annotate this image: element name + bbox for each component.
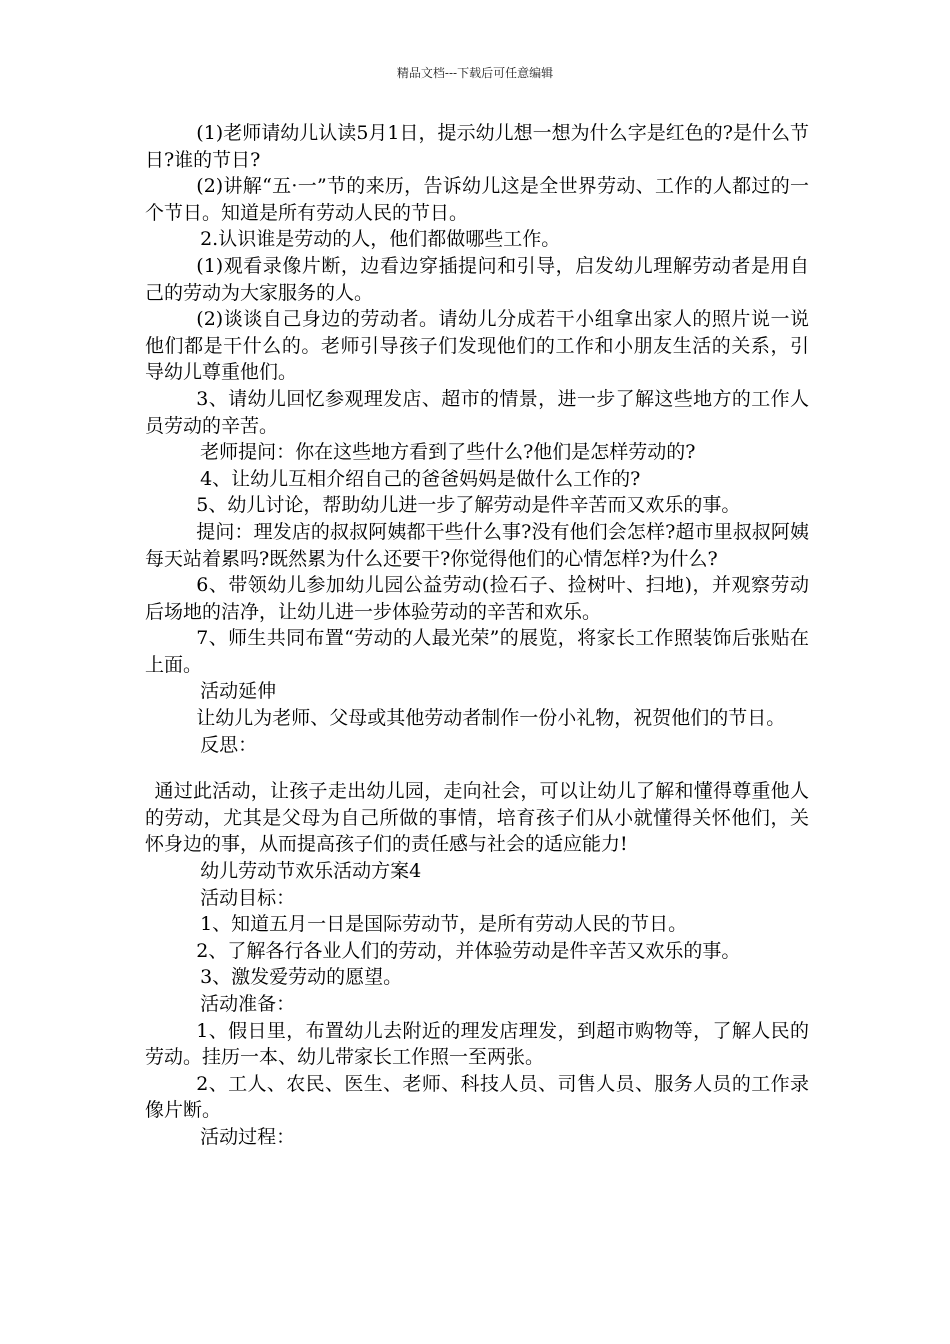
document-body	[145, 120, 809, 1151]
paragraph: 6、带领幼儿参加幼儿园公益劳动(捡石子、捡树叶、扫地)，并观察劳动后场地的洁净，让幼儿进一步体验劳动的辛苦和欢乐。	[145, 574, 809, 623]
section-heading: 活动目标：	[200, 886, 296, 909]
paragraph: 5、幼儿讨论，帮助幼儿进一步了解劳动是件辛苦而又欢乐的事。	[196, 494, 741, 517]
paragraph: 4、让幼儿互相介绍自己的爸爸妈妈是做什么工作的?	[200, 467, 641, 490]
paragraph: (2)讲解“五·一”节的来历，告诉幼儿这是全世界劳动、工作的人都过的一个节日。知道是所有劳动人民的节日。	[145, 175, 809, 224]
paragraph: 7、师生共同布置“劳动的人最光荣”的展览，将家长工作照装饰后张贴在上面。	[145, 627, 809, 676]
paragraph: 2、工人、农民、医生、老师、科技人员、司售人员、服务人员的工作录像片断。	[145, 1072, 809, 1122]
paragraph: 3、请幼儿回忆参观理发店、超市的情景，进一步了解这些地方的工作人员劳动的辛苦。	[145, 387, 809, 437]
blank-line	[145, 758, 809, 778]
page-header: 精品文档---下载后可任意编辑	[396, 66, 554, 80]
paragraph: 2、了解各行各业人们的劳动，并体验劳动是件辛苦又欢乐的事。	[196, 939, 741, 962]
paragraph: (1)观看录像片断，边看边穿插提问和引导，启发幼儿理解劳动者是用自己的劳动为大家服务的人。	[145, 254, 809, 304]
paragraph: 通过此活动，让孩子走出幼儿园，走向社会，可以让幼儿了解和懂得尊重他人的劳动，尤其是父母为自己所做的事情，培育孩子们从小就懂得关怀他们，关怀身边的事，从而提高孩子们的责任感与社会的适应能力!	[145, 780, 809, 856]
section-heading: 活动延伸	[200, 680, 277, 703]
paragraph: (2)谈谈自己身边的劳动者。请幼儿分成若干小组拿出家人的照片说一说他们都是干什么的。老师引导孩子们发现他们的工作和小朋友生活的关系，引导幼儿尊重他们。	[145, 308, 809, 384]
paragraph: 提问：理发店的叔叔阿姨都干些什么事?没有他们会怎样?超市里叔叔阿姨每天站着累吗?既然累为什么还要干?你觉得他们的心情怎样?为什么?	[145, 520, 809, 570]
paragraph: 3、激发爱劳动的愿望。	[200, 966, 403, 989]
paragraph: 1、假日里，布置幼儿去附近的理发店理发，到超市购物等，了解人民的劳动。挂历一本、幼儿带家长工作照一至两张。	[145, 1019, 809, 1069]
section-heading: 活动准备：	[200, 993, 296, 1015]
section-title: 幼儿劳动节欢乐活动方案4	[200, 860, 422, 883]
paragraph: 老师提问：你在这些地方看到了些什么?他们是怎样劳动的?	[200, 441, 696, 464]
section-heading: 活动过程：	[200, 1125, 296, 1148]
paragraph: 1、知道五月一日是国际劳动节，是所有劳动人民的节日。	[200, 913, 688, 936]
paragraph: 让幼儿为老师、父母或其他劳动者制作一份小礼物，祝贺他们的节日。	[196, 707, 786, 730]
section-heading: 反思：	[200, 733, 258, 756]
paragraph: 2.认识谁是劳动的人，他们都做哪些工作。	[200, 228, 561, 251]
paragraph: (1)老师请幼儿认读5月1日，提示幼儿想一想为什么字是红色的?是什么节日?谁的节日?	[145, 122, 809, 171]
